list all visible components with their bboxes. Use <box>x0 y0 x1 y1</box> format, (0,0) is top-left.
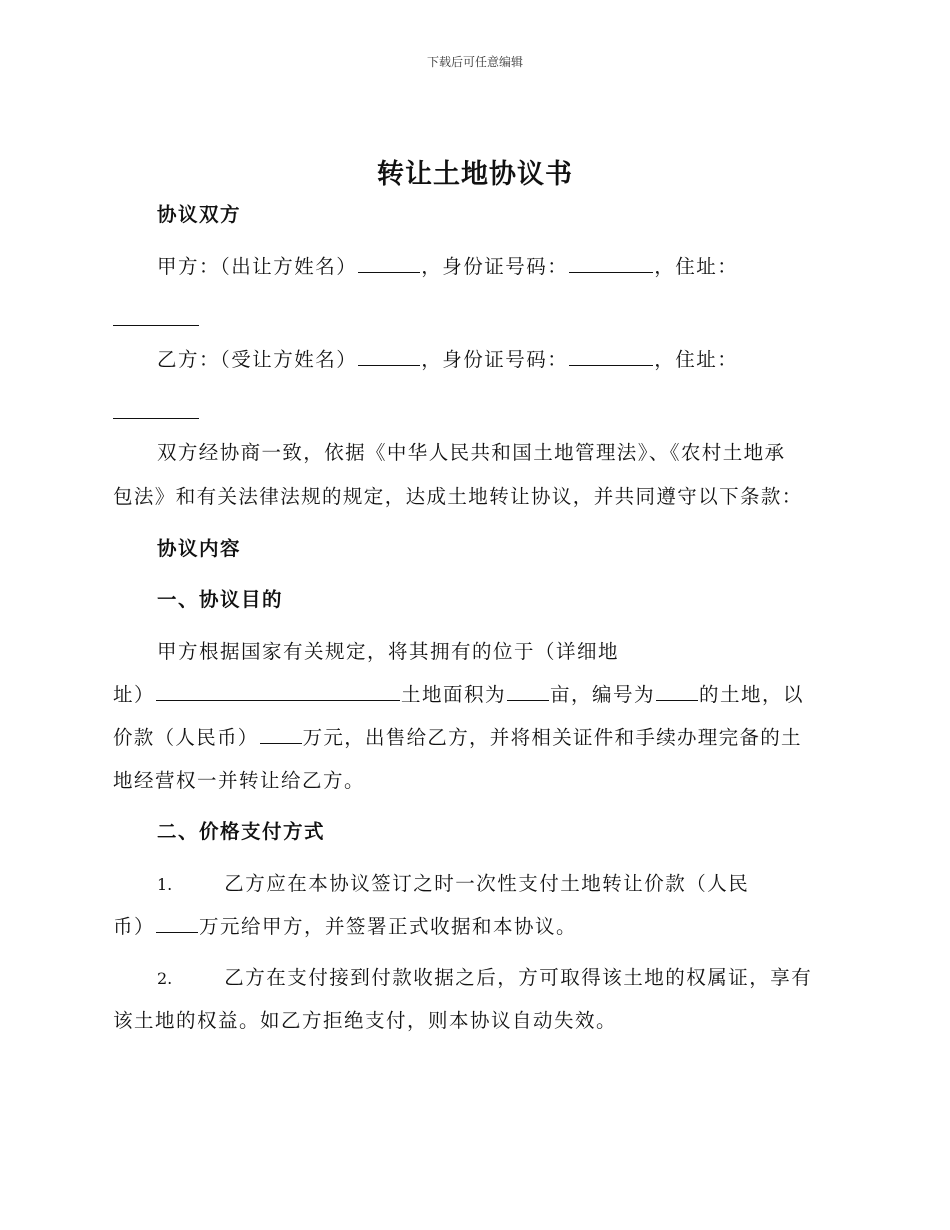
party-a-role: （出让方姓名） <box>220 255 358 278</box>
party-a-id-label: ，身份证号码： <box>421 255 569 278</box>
item1-number: 1. <box>157 875 173 894</box>
section2-item2-line-1 <box>157 962 812 990</box>
section1-line-2 <box>113 679 804 707</box>
section1-line-1: 甲方根据国家有关规定，将其拥有的位于（详细地 <box>157 640 620 663</box>
section2-item2-line-2: 该土地的权益。如乙方拒绝支付，则本协议自动失效。 <box>113 1009 618 1032</box>
page-header-note: 下载后可任意编辑 <box>426 55 523 69</box>
section1-line-3 <box>113 722 802 750</box>
item2-text: 乙方在支付接到付款收据之后，方可取得该土地的权属证，享有 <box>224 966 813 989</box>
item1-amount-blank <box>156 913 198 933</box>
section2-item1-line-1 <box>157 868 749 896</box>
land-suffix: 的土地，以 <box>699 683 805 706</box>
addr-label: 址） <box>113 683 156 706</box>
party-a-id-blank <box>569 253 653 273</box>
party-b-name-blank <box>358 346 420 366</box>
party-a-label: 甲方： <box>157 255 221 278</box>
item1-text: 乙方应在本协议签订之时一次性支付土地转让价款（人民 <box>224 872 750 895</box>
item2-number: 2. <box>157 969 173 988</box>
content-heading: 协议内容 <box>157 537 242 560</box>
party-a-address-blank <box>113 308 199 331</box>
area-label: 土地面积为 <box>401 683 507 706</box>
party-b-id-blank <box>569 346 653 366</box>
party-b-addr-label: ，住址： <box>654 348 739 371</box>
area-blank <box>507 681 549 701</box>
parties-heading: 协议双方 <box>157 203 242 226</box>
section1-line-4: 地经营权一并转让给乙方。 <box>113 769 366 792</box>
address-blank <box>156 681 400 701</box>
party-b-label: 乙方： <box>157 348 221 371</box>
document-title: 转让土地协议书 <box>377 159 573 190</box>
number-label: 亩，编号为 <box>550 683 656 706</box>
intro-line-2: 包法》和有关法律法规的规定，达成土地转让协议，并共同遵守以下条款： <box>113 485 803 508</box>
party-a-addr-label: ，住址： <box>654 255 739 278</box>
price-suffix: 万元，出售给乙方，并将相关证件和手续办理完备的土 <box>302 726 802 749</box>
item1-suffix: 万元给甲方，并签署正式收据和本协议。 <box>199 915 578 938</box>
item1-currency-label: 币） <box>113 915 156 938</box>
section2-item1-line-2 <box>113 911 577 939</box>
party-b-id-label: ，身份证号码： <box>421 348 569 371</box>
party-b-line <box>157 344 738 372</box>
price-label: 价款（人民币） <box>113 726 259 749</box>
party-a-name-blank <box>358 253 420 273</box>
section1-heading: 一、协议目的 <box>157 588 284 611</box>
party-b-address-blank <box>113 401 199 424</box>
party-b-role: （受让方姓名） <box>220 348 358 371</box>
party-a-line <box>157 251 738 279</box>
section2-heading: 二、价格支付方式 <box>157 820 326 843</box>
intro-line-1: 双方经协商一致，依据《中华人民共和国土地管理法》、《农村土地承 <box>157 441 786 464</box>
price-blank <box>260 724 302 744</box>
number-blank <box>656 681 698 701</box>
